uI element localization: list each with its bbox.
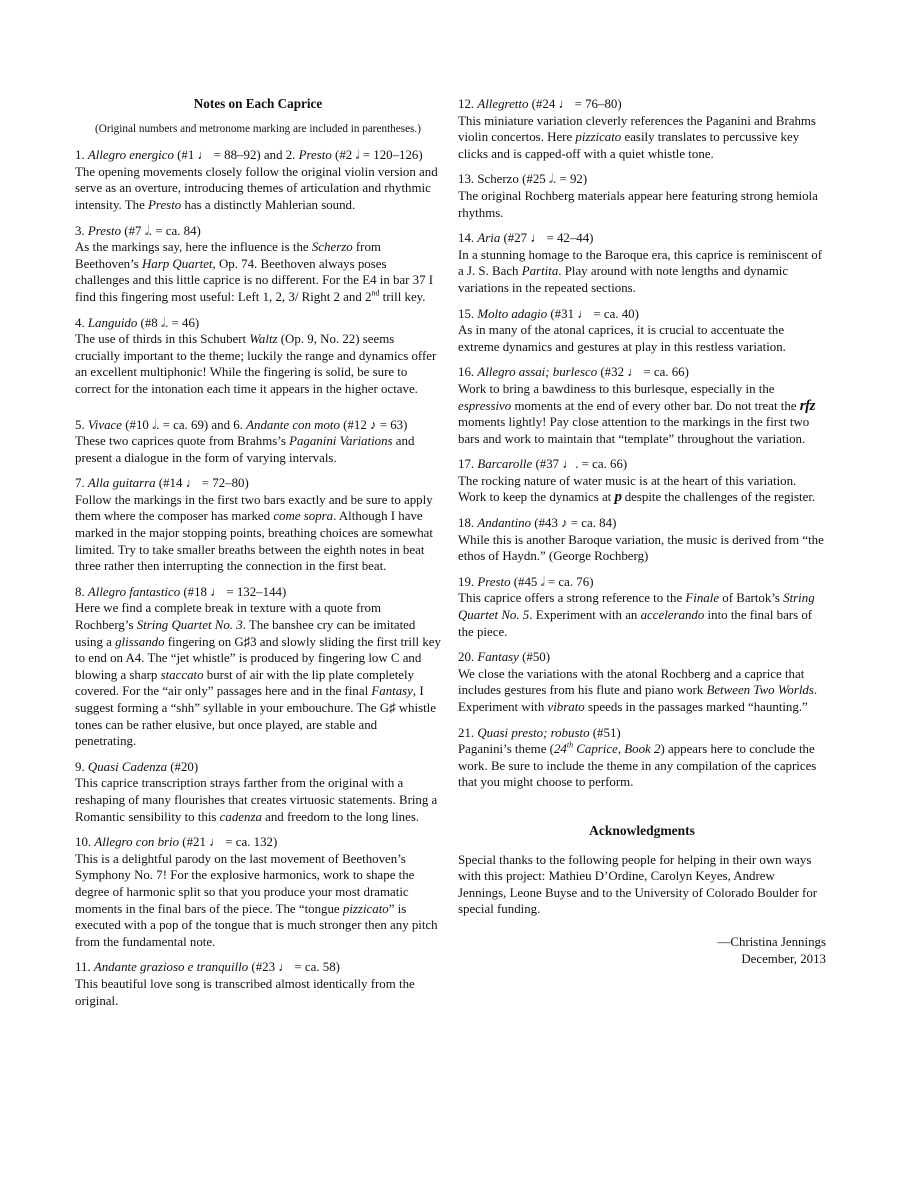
entry-title: 7. Alla guitarra (#14 ♩ = 72–80) xyxy=(75,476,249,491)
caprice-entry-14 xyxy=(458,230,826,296)
caprice-entry-21 xyxy=(458,725,826,791)
entry-body: Follow the markings in the first two bars exactly and be sure to apply them where the composer has marked come sopra. Although I have marked in the major stopping points, breathing choices are somewhat limited. Try to take smaller breaths between the eighth notes in beat three rather then interrupting the connection in the first beat. xyxy=(75,492,433,574)
signature-date: December, 2013 xyxy=(741,951,826,966)
acknowledgments-body: Special thanks to the following people for helping in their own ways with this project: Mathieu D’Ordine, Carolyn Keyes, Andrew Jennings, Leone Buyse and to the University of Colorado Boulder for special funding. xyxy=(458,852,818,917)
entry-body: While this is another Baroque variation, the music is derived from “the ethos of Haydn.” (George Rochberg) xyxy=(458,532,824,564)
entry-body: Work to bring a bawdiness to this burlesque, especially in the espressivo moments at the end of every other bar. Do not treat the rfz moments lightly! Pay close attention to the markings in the first two bars and work to maintain that “template” throughout the variation. xyxy=(458,381,815,446)
entry-body: We close the variations with the atonal Rochberg and a caprice that includes gestures from his flute and piano work Between Two Worlds. Experiment with vibrato speeds in the passages marked “haunting.” xyxy=(458,666,818,714)
left-column xyxy=(75,96,441,1018)
entry-body: This is a delightful parody on the last movement of Beethoven’s Symphony No. 7! For the explosive harmonics, work to shape the degree of harmonic split so that you produce your most dramatic moments in the final bars of the piece. The “tongue pizzicato” is executed with a pop of the tongue that is much stronger then any pitch from the fundamental note. xyxy=(75,851,438,949)
right-column xyxy=(458,96,826,967)
entry-body: These two caprices quote from Brahms’s Paganini Variations and present a dialogue in the form of varying intervals. xyxy=(75,434,415,465)
entry-body: Here we find a complete break in texture with a quote from Rochberg’s String Quartet No. 3. The banshee cry can be imitated using a glissando fingering on G♯3 and slowly sliding the first trill key to end on A4. The “jet whistle” is produced by fingering low C and blowing a sharp staccato burst of air with the lip plate completely covered. For the “air only” passages here and in the final Fantasy, I suggest forming a “shh” syllable in your embouchure. The G♯ whistle tones can be rather elusive, but once played, are stable and penetrating. xyxy=(75,601,441,749)
caprice-entry-11 xyxy=(75,959,441,1009)
caprice-entry-4 xyxy=(75,315,441,398)
entry-body: As the markings say, here the influence is the Scherzo from Beethoven’s Harp Quartet, Op. 74. Beethoven always poses challenges and this little caprice is no different. For the E4 in bar 37 I find this fingering most useful: Left 1, 2, 3/ Right 2 and 2nd trill key. xyxy=(75,240,434,304)
caprice-entry-3 xyxy=(75,223,441,306)
caprice-entry-10 xyxy=(75,834,441,950)
entry-body: The opening movements closely follow the original violin version and serve as an overture, introducing themes of articulation and rhythmic intensity. The Presto has a distinctly Mahlerian sound. xyxy=(75,164,438,212)
entry-body: In a stunning homage to the Baroque era, this caprice is reminiscent of a J. S. Bach Partita. Play around with note lengths and dynamic variations in the repeated sections. xyxy=(458,247,823,295)
entry-body: The rocking nature of water music is at the heart of this variation. Work to keep the dynamics at p despite the challenges of the register. xyxy=(458,473,816,506)
entry-title: 12. Allegretto (#24 ♩ = 76–80) xyxy=(458,97,622,111)
caprice-entry-19 xyxy=(458,574,826,640)
entry-title: 13. Scherzo (#25 𝅗𝅥. = 92) xyxy=(458,172,588,187)
caprice-entry-18 xyxy=(458,515,826,565)
entry-body: This beautiful love song is transcribed almost identically from the original. xyxy=(75,976,415,1008)
entry-body: This caprice offers a strong reference to the Finale of Bartok’s String Quartet No. 5. Experiment with an accelerando into the final bars of the piece. xyxy=(458,591,815,639)
page-title: Notes on Each Caprice xyxy=(193,96,323,111)
entry-body: The original Rochberg materials appear here featuring strong hemiola rhythms. xyxy=(458,188,818,220)
entry-body: As in many of the atonal caprices, it is crucial to accentuate the extreme dynamics and gestures at play in this restless variation. xyxy=(458,323,786,354)
entry-body: The use of thirds in this Schubert Waltz (Op. 9, No. 22) seems crucially important to the theme; luckily the range and dynamics offer an excellent multiphonic! While the fingering is solid, be sure to correct for the intonation each time it appears in the higher octave. xyxy=(75,332,437,396)
signature: —Christina Jennings xyxy=(717,934,826,949)
entry-title: 19. Presto (#45 𝅗𝅥 = ca. 76) xyxy=(458,574,594,589)
entry-title: 3. Presto (#7 𝅗𝅥. = ca. 84) xyxy=(75,223,201,238)
caprice-entry-1-2 xyxy=(75,147,441,213)
entry-title: 4. Languido (#8 𝅗𝅥. = 46) xyxy=(75,315,200,330)
entry-title: 17. Barcarolle (#37 ♩. = ca. 66) xyxy=(458,457,628,472)
entry-body: This miniature variation cleverly references the Paganini and Brahms violin concertos. Here pizzicato easily translates to percussive key clicks and is capped-off with a quiet whistle tone. xyxy=(458,113,816,161)
caprice-entry-5-6 xyxy=(75,417,441,467)
entry-body: This caprice transcription strays farther from the original with a reshaping of many flourishes that creates virtuosic statements. Bring a Romantic sensibility to this cadenza and freedom to the long lines. xyxy=(75,776,438,824)
caprice-entry-15 xyxy=(458,306,826,356)
caprice-entry-16 xyxy=(458,364,826,447)
caprice-entry-13 xyxy=(458,171,826,221)
entry-title: 21. Quasi presto; robusto (#51) xyxy=(458,725,621,740)
entry-title: 10. Allegro con brio (#21 ♩ = ca. 132) xyxy=(75,835,278,850)
entry-title: 11. Andante grazioso e tranquillo (#23 ♩ = ca. 58) xyxy=(75,960,340,975)
entry-title: 14. Aria (#27 ♩ = 42–44) xyxy=(458,231,594,246)
caprice-entry-20 xyxy=(458,649,826,715)
entry-title: 5. Vivace (#10 𝅗𝅥. = ca. 69) and 6. Andante con moto (#12 ♪ = 63) xyxy=(75,417,408,432)
caprice-entry-7 xyxy=(75,475,441,575)
piano-dynamic-mark: p xyxy=(614,489,622,506)
rfz-dynamic-mark: rfz xyxy=(799,397,815,414)
entry-title: 18. Andantino (#43 ♪ = ca. 84) xyxy=(458,516,617,531)
caprice-entry-9 xyxy=(75,759,441,825)
entry-title: 16. Allegro assai; burlesco (#32 ♩ = ca. 66) xyxy=(458,365,689,380)
caprice-entry-17 xyxy=(458,456,826,506)
signature-block xyxy=(458,934,826,967)
parenthetical-note: (Original numbers and metronome marking are included in parentheses.) xyxy=(95,122,421,135)
entry-title: 15. Molto adagio (#31 ♩ = ca. 40) xyxy=(458,306,639,321)
entry-title: 1. Allegro energico (#1 ♩ = 88–92) and 2. Presto (#2 𝅗𝅥 = 120–126) xyxy=(75,148,423,163)
entry-body: Paganini’s theme (24th Caprice, Book 2) appears here to conclude the work. Be sure to include the theme in any compilation of the caprices that you might choose to perform. xyxy=(458,740,817,790)
acknowledgments-heading: Acknowledgments xyxy=(589,822,695,838)
entry-title: 9. Quasi Cadenza (#20) xyxy=(75,759,199,774)
caprice-entry-12 xyxy=(458,96,826,162)
entry-title: 8. Allegro fantastico (#18 ♩ = 132–144) xyxy=(75,584,287,599)
entry-title: 20. Fantasy (#50) xyxy=(458,650,551,665)
caprice-entry-8 xyxy=(75,584,441,750)
